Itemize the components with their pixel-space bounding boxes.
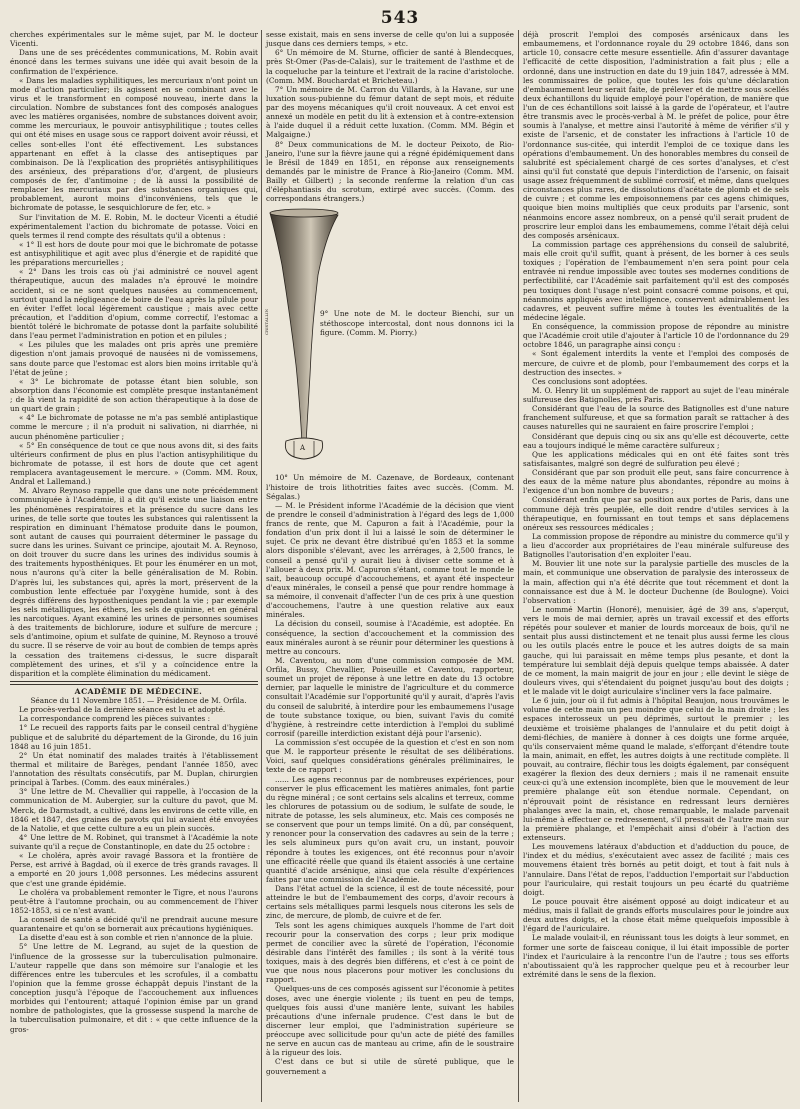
paragraph: Les mouvemens latéraux d'abduction et d'adduction du pouce, de l'index et du médius, s'exécutaient avec assez de facilité ; mais ces mouvemens étaient très bornés au petit doigt, et tout à fait nuls à l'annulaire. Dans l'état de repos, l'adduction l'emportait sur l'abduction pour l'auriculaire, qui restait toujours un peu écarté du quatrième doigt. — [523, 842, 789, 897]
paragraph: Considérant que l'eau de la source des Batignolles est d'une nature franchement sulfureuse, et que sa formation paraît se rattacher à des causes naturelles qui ne sauraient en faire proscrire l'emploi ; — [523, 404, 789, 432]
paragraph: Le procès-verbal de la dernière séance est lu et adopté. — [19, 705, 226, 715]
paragraph: 1° Le recueil des rapports faits par le conseil central d'hygiène publique et de salubrité du département de la Gironde, du 16 juin 1848 au 16 juin 1851. — [10, 723, 258, 751]
paragraph: 7° Un mémoire de M. Carron du Villards, à la Havane, sur une luxation sous-pubienne du fémur datant de sept mois, et réduite par des moyens mécaniques qu'il croit nouveaux. A cet envoi est annexé un modèle en petit du lit à extension et à contre-extension à l'aide duquel il a réduit cette luxation. (Comm. MM. Bégin et Malgaigne.) — [266, 84, 514, 140]
column-middle — [266, 30, 514, 1102]
paragraph: Sur l'invitation de M. E. Robin, M. le docteur Vicenti a étudié expérimentalement l'action du bichromate de potasse. Voici en quels termes il rend compte des résultats qu'il a obtenus : — [10, 212, 258, 240]
paragraph: En conséquence, la commission propose de répondre au ministre que l'Académie croit utile d'ajouter à l'article 10 de l'ordonnance du 29 octobre 1846, un paragraphe ainsi conçu : — [523, 322, 789, 350]
stethoscope-rim — [270, 209, 338, 217]
paragraph: — M. le Président informe l'Académie de la décision que vient de prendre le conseil d'administration à l'égard des legs de 1,000 francs de rente, que M. Capuron a fait à l'Académie, pour la fondation d'un prix dont il lui a laissé le soin de déterminer le sujet. Ce prix ne devant être distribué qu'en 1853 et la somme alors disponible s'élevant, avec les arrérages, à 2,500 francs, le conseil a pensé qu'il y aurait lieu à diviser cette somme et à l'allouer à deux prix. M. Capuron s'étant, comme tout le monde le sait, beaucoup occupé d'accouchemens, et ayant été inspecteur d'eaux minérales, le conseil a pensé que pour rendre hommage à sa mémoire, il convenait d'affecter l'un de ces prix à une question d'accouchemens, l'autre à une question relative aux eaux minérales. — [266, 500, 514, 620]
paragraph: M. O. Henry lit un supplément de rapport au sujet de l'eau minérale sulfureuse des Batignolles, près Paris. — [523, 385, 789, 404]
session-heading: Séance du 11 Novembre 1851. — Présidence de M. Orfila. — [30, 696, 247, 705]
paragraph: 2° Un état nominatif des malades traités à l'établissement thermal et militaire de Barèges, pendant l'année 1850, avec l'annotation des résultats consécutifs, par M. Duplan, chirurgien principal à Tarbes. (Comm. des eaux minérales.) — [10, 750, 258, 788]
paragraph: Considérant enfin que par sa position aux portes de Paris, dans une commune déjà très peuplée, elle doit rendre d'utiles services à la thérapeutique, en fournissant en tout temps et sans déplacemens onéreux ses ressources médicales ; — [523, 495, 789, 532]
section-divider — [10, 681, 258, 685]
paragraph: 3° Une lettre de M. Chevallier qui rappelle, à l'occasion de la communication de M. Aubergier, sur la culture du pavot, que M. Merck, de Darmstadt, a cultivé, dans les environs de cette ville, en 1846 et 1847, des graines de pavots qui lui avaient été envoyées de la Natolie, et que cette culture a eu un plein succès. — [10, 787, 258, 833]
paragraph: C'est dans ce but si utile de sûreté publique, que le gouvernement a — [266, 1057, 514, 1076]
paragraph: La disette d'eau est à son comble et rien n'annonce de la pluie. — [19, 933, 253, 943]
paragraph: Dans une de ses précédentes communications, M. Robin avait énoncé dans les termes suivans une idée qui avait besoin de la confirmation de l'expérience. — [10, 48, 258, 76]
paragraph: « Sont également interdits la vente et l'emploi des composés de mercure, de cuivre et de plomb, pour l'embaumement des corps et la destruction des insectes. » — [523, 349, 789, 377]
paragraph: La correspondance comprend les pièces suivantes : — [19, 714, 211, 724]
paragraph: ...... Les agens reconnus par de nombreuses expériences, pour conserver le plus efficacement les matières animales, font partie du règne minéral ; ce sont certains sels alcalins et terreux, comme les chlorures de potassium ou de sodium, le sulfate de soude, le nitrate de potasse, les sels alumineux, etc. Mais ces composés ne se conservent que pour un temps limité. On a dû, par conséquent, y renoncer pour la conservation des cadavres au sein de la terre ; les sels alumineux purs qu'on avait cru, un instant, pouvoir répondre à toutes les exigences, ont été reconnus pour n'avoir une efficacité réelle que quand ils étaient associés à une certaine quantité d'acide arsénique, ainsi que cela résulte d'expériences faites par une commission de l'Académie. — [266, 774, 514, 884]
paragraph: Le pouce pouvait être aisément opposé au doigt indicateur et au médius, mais il fallait de grands efforts musculaires pour le joindre aux deux autres doigts, et la chose était même quelquefois impossible à l'égard de l'auriculaire. — [523, 896, 789, 934]
paragraph: « 2° Dans les trois cas où j'ai administré ce nouvel agent thérapeutique, aucun des malades n'a éprouvé le moindre accident, si ce ne sont quelques nausées au commencement, surtout quand la négligeance de boire de l'eau après la pilule pour en éviter l'effet local légèrement caustique ; mais avec cette précaution, et l'addition d'opium, comme correctif, l'estomac a bientôt toléré le bichromate de potasse dont la parfaite solubilité dans l'eau permet l'administration en potion et en pilules ; — [10, 267, 258, 341]
paragraph: « Le choléra, après avoir ravagé Bassora et la frontière de Perse, est arrivé à Bagdad, où il exerce de très grands ravages. Il a emporté en 20 jours 1,008 personnes. Les médecins assurent que c'est une grande épidémie. — [10, 851, 258, 888]
column-right — [523, 30, 789, 1102]
paragraph: La conseil de santé a décidé qu'il ne prendrait aucune mesure quarantenaire et qu'on se bornerait aux précautions hygiéniques. — [10, 915, 258, 934]
paragraph: déjà proscrit l'emploi des composés arsénicaux dans les embaumemens, et l'ordonnance royale du 29 octobre 1846, dans son article 10, consacre cette mesure essentielle. Afin d'assurer davantage l'efficacité de cette disposition, l'administration a fait plus ; elle a ordonné, dans une instruction en date du 19 juin 1847, adressée à MM. les commissaires de police, que toutes les fois qu'une déclaration d'embaumement leur serait faite, de prélever et de mettre sous scellés deux échantillons du liquide employé pour l'opération, de manière que l'un de ces échantillons soit laissé à la garde de l'opérateur, et l'autre être transmis avec le procès-verbal à M. le préfet de police, pour être soumis à l'analyse, et mettre ainsi l'autorité à même de vérifier s'il y existe de l'arsenic, et de constater les infractions à l'article 10 de l'ordonnance sus-citée, qui interdit l'emploi de ce toxique dans les opérations d'embaumement. Un des honorables membres du conseil de salubrité est spécialement chargé de ces sortes d'analyses, et c'est ainsi qu'il fut constaté que depuis l'interdiction de l'arsenic, on faisait usage assez fréquemment de sublimé corrosif, et même, dans quelques circonstances plus rares, de dissolutions d'acétate de plomb et de sels de cuivre ; et comme les empoisonnemens par ces agens chimiques, quoique bien moins multipliés que ceux produits par l'arsenic, sont néanmoins encore assez nombreux, on a pensé qu'il serait prudent de proscrire leur emploi dans les embaumemens, comme l'était déjà celui des composés arsénicaux. — [523, 30, 789, 240]
paragraph: La commission partage ces appréhensions du conseil de salubrité, mais elle croit qu'il suffit, quant à présent, de les borner à ces seuls toxiques ; l'opération de l'embaumement n'en sera point pour cela entravée ni rendue impossible avec toutes ses modernes conditions de perfectibilité, car l'Académie sait parfaitement qu'il est des composés peu toxiques dont l'usage n'est point consacré comme poisons, et qui, néanmoins appliqués avec intelligence, conservent admirablement les cadavres, et peuvent suffire même à toutes les éventualités de la médecine légale. — [523, 239, 789, 322]
paragraph: Le choléra va probablement remonter le Tigre, et nous l'aurons peut-être à l'automne prochain, ou au commencement de l'hiver 1852-1853, si ce n'est avant. — [10, 887, 258, 915]
paragraph: 8° Deux communications de M. le docteur Peixoto, de Rio-Janeiro, l'une sur la fièvre jaune qui a régné épidémiquement dans le Brésil de 1849 en 1851, en réponse aux renseignements demandés par le ministre de France à Rio-Janeiro (Comm. MM. Bailly et Gilbert) ; la seconde renferme la relation d'un cas d'éléphantiasis du scrotum, extirpé avec succès. (Comm. des correspondans étrangers.) — [266, 139, 514, 204]
paragraph: La décision du conseil, soumise à l'Académie, est adoptée. En conséquence, la section d'accouchement et la commission des eaux minérales auront à se réunir pour déterminer les questions à mettre au concours. — [266, 619, 514, 656]
paragraph: Considérant que par son produit elle peut, sans faire concurrence à des eaux de la même nature plus abondantes, répondre au moins à l'exigence d'un bon nombre de buveurs ; — [523, 468, 789, 496]
paragraph: Ces conclusions sont adoptées. — [532, 376, 648, 386]
paragraph: sesse existait, mais en sens inverse de celle qu'on lui a supposée jusque dans ces derniers temps, » etc. — [266, 30, 514, 49]
section-title: ACADÉMIE DE MÉDECINE. — [74, 686, 203, 696]
column-rule-right — [518, 30, 519, 1102]
paragraph: « 1° Il est hors de doute pour moi que le bichromate de potasse est antisyphilitique et agit avec plus d'énergie et de rapidité que les préparations mercurielles ; — [10, 239, 258, 268]
paragraph: Le nommé Martin (Honoré), menuisier, âgé de 39 ans, s'aperçut, vers le mois de mai dernier, après un travail excessif et des efforts répétés pour soulever et manier de lourds morceaux de bois, qu'il ne sentait plus aussi distinctement et ne tenait plus aussi ferme les clous ou les outils placés entre le pouce et les autres doigts de sa main gauche, qui lui paraissait en même temps plus pesante, et dont la température lui semblait déjà depuis quelque temps abaissée. A dater de ce moment, la main maigrit de jour en jour ; elle devint le siège de douleurs vives, qui s'étendaient du poignet jusqu'au bout des doigts ; et le malade vit le doigt auriculaire s'incliner vers la face palmaire. — [523, 604, 789, 696]
paragraph: cherches expérimentales sur le même sujet, par M. le docteur Vicenti. — [10, 30, 258, 49]
paragraph: 5° Une lettre de M. Legrand, au sujet de la question de l'influence de la grossesse sur la tuberculisation pulmonaire. L'auteur rappelle que dans son mémoire sur l'analogie et les différences entre les tubercules et les scrofules, il a combattu l'opinion que la femme grosse échappât depuis l'instant de la conception jusqu'à l'époque de l'accouchement aux influences morbides qui l'entourent; attaqué l'opinion émise par un grand nombre de pathologistes, que la grossesse suspend la marche de la tuberculisation pulmonaire, et dit : « que cette influence de la gros- — [10, 942, 258, 1034]
paragraph: Dans l'état actuel de la science, il est de toute nécessité, pour atteindre le but de l'embaumement des corps, d'avoir recours à certains sels métalliques parmi lesquels nous citerons les sels de zinc, de mercure, de plomb, de cuivre et de fer. — [266, 884, 514, 921]
paragraph: Le 6 juin, jour où il fut admis à l'hôpital Beaujon, nous trouvâmes le volume de cette main un peu moindre que celui de la main droite ; les espaces interosseux un peu déprimés, surtout le premier ; les deuxième et troisième phalanges de l'annulaire et du petit doigt à demi-fléchies, de manière à donner à ces doigts une forme arquée, qu'ils conservaient même quand le malade, s'efforçant d'étendre toute la main, animait, en effet, les autres doigts à une rectitude complète. Il pouvait, au contraire, fléchir tous les doigts également, par conséquent exagérer la flexion des deux derniers ; mais il ne ramenait ensuite ceux-ci qu'à une extension incomplète, bien que le mouvement de leur première phalange eût son étendue normale. Cependant, on n'éprouvait point de résistance en redressant leurs dernières phalanges avec la main, et, chose remarquable, le malade parvenait lui-même à effectuer ce redressement, s'il pressait de l'autre main sur la première phalange, et l'empêchait ainsi d'obéir à l'action des extenseurs. — [523, 696, 789, 842]
paragraph: « 3° Le bichromate de potasse étant bien soluble, son absorption dans l'économie est complète presque instantanément ; de là vient la rapidité de son action thérapeutique à la dose de un quart de grain ; — [10, 376, 258, 414]
paragraph: « Les pilules que les malades ont pris après une première digestion n'ont jamais provoqué de nausées ni de vomissemens, sans doute parce que l'estomac est alors bien moins irritable qu'à l'état de jeûne ; — [10, 340, 258, 377]
paragraph: 4° Une lettre de M. Robinet, qui transmet à l'Académie la note suivante qu'il a reçue de Constantinople, en date du 25 octobre : — [10, 832, 258, 851]
column-left — [10, 30, 258, 1102]
paragraph: M. Bouvier lit une note sur la paralysie partielle des muscles de la main, et communique une observation de paralysie des interosseux de la main, affection qui n'a été décrite que tout récemment et dont la connaissance est due à M. le docteur Duchenne (de Boulogne). Voici l'observation : — [523, 559, 789, 605]
column-rule-left — [261, 30, 262, 1102]
paragraph: 6° Un mémoire de M. Sturne, officier de santé à Blendecques, près St-Omer (Pas-de-Calais), sur le traitement de l'asthme et de la coqueluche par la teinture et l'extrait de la racine d'aristoloche. (Comm. MM. Bouchardat et Bricheteau.) — [266, 48, 514, 85]
paragraph: Tels sont les agens chimiques auxquels l'homme de l'art doit recourir pour la conservation des corps ; leur prix modique permet de concilier avec la sûreté de l'opération, l'économie désirable dans l'intérêt des familles ; ils sont à la vérité tous toxiques, mais à des degrés bien différens, et c'est à ce point de vue que nous nous placerons pour motiver les conclusions du rapport. — [266, 920, 514, 985]
paragraph: La commission s'est occupée de la question et c'est en son nom que M. le rapporteur présente le résultat de ses délibérations. Voici, sauf quelques considérations générales préliminaires, le texte de ce rapport : — [266, 738, 514, 775]
paragraph: Le malade voulait-il, en réunissant tous les doigts à leur sommet, en former une sorte de faisceau conique, il lui était impossible de porter l'index et l'auriculaire à la rencontre l'un de l'autre ; tous ses efforts n'aboutissaient qu'à les rapprocher quelque peu et à recourber leur extrémité dans le sens de la flexion. — [523, 933, 789, 979]
figure-side-label: CRISTALLIN — [264, 309, 269, 336]
paragraph: Considérant que depuis cinq ou six ans qu'elle est découverte, cette eau a toujours indiqué le même caractère sulfureux ; — [523, 431, 789, 450]
page-number: 543 — [380, 8, 420, 28]
stethoscope-figure — [266, 205, 514, 469]
paragraph: La commission propose de répondre au ministre du commerce qu'il y a lieu d'accorder aux propriétaires de l'eau minérale sulfureuse des Batignolles l'autorisation d'en exploiter l'eau. — [523, 531, 789, 560]
figure-label-a: A — [300, 444, 306, 453]
stethoscope-illustration — [266, 205, 514, 469]
paragraph: « 5° En conséquence de tout ce que nous avons dit, si des faits ultérieurs confirment de plus en plus l'action antisyphilitique du bichromate de potasse, il est hors de doute que cet agent remplacera avantageusement le mercure. » (Comm. MM. Roux, Andral et Lallemand.) — [10, 440, 258, 487]
paragraph: « Dans les maladies syphilitiques, les mercuriaux n'ont point un mode d'action particulier; ils agissent en se combinant avec le virus et le transforment en composé nouveau, inerte dans la circulation. Nombre de substances font des composés analogues avec les matières organisées, nombre de substances doivent avoir, comme les mercuriaux, le pouvoir antisyphilitique ; toutes celles qui ont été mises en usage sous ce rapport doivent avoir réussi, et celles sont-elles l'ont été effectivement. Les substances appartenant en effet à la classe des antiseptiques par combinaison. De là l'explication des propriétés antisyphilitiques des arsénieux, des préparations d'or, d'argent, de plusieurs composés de fer, d'antimoine ; de là aussi la possibilité de remplacer les mercuriaux par des substances organiques qui, probablement, auront moins d'inconvéniens, tels que le bichromate de potasse, le sesquichlorure de fer, etc. » — [10, 75, 258, 213]
paragraph: 10° Un mémoire de M. Cazenave, de Bordeaux, contenant l'histoire de trois lithotrities faites avec succès. (Comm. M. Ségalas.) — [266, 473, 514, 501]
paragraph: M. Caventou, au nom d'une commission composée de MM. Orfila, Bussy, Chevallier, Poiseuille et Caventou, rapporteur, soumet un projet de réponse à une lettre en date du 13 octobre dernier, par laquelle le ministre de l'agriculture et du commerce consultait l'Académie sur l'opportunité qu'il y aurait, d'après l'avis du conseil de salubrité, à interdire pour les embaumemens l'usage de toute substance toxique, ou bien, suivant l'avis du comité d'hygiène, à restreindre cette interdiction à l'emploi du sublimé corrosif (pareille interdiction existant déjà pour l'arsenic). — [266, 655, 514, 738]
paragraph: Que les applications médicales qui en ont été faites sont très satisfaisantes, malgré son degré de sulfuration peu élevé ; — [523, 449, 789, 468]
paragraph: M. Alvaro Reynoso rappelle que dans une note précédemment communiquée à l'Académie, il a dit qu'il existe une liaison entre les phénomènes respiratoires et la présence du sucre dans les urines, de telle sorte que toutes les substances qui ralentissent la respiration en diminuant l'hématose produite dans le poumon, sont autant de causes qui pourraient déterminer le passage du sucre dans les urines. Suivant ce principe, ajoutait M. A. Reynoso, on doit trouver du sucre dans les urines des individus soumis à des traitements hyposthéniques. Et pour les énumérer en un mot, nous n'aurons qu'à citer la belle généralisation de M. Robin. D'après lui, les substances qui, après la mort, préservent de la combustion lente effectuée par l'oxygène humide, sont à des degrés différens des hypostheniques pendant la vie ; par exemple les sels métalliques, les éthers, les sels de quinine, et en général les narcotiques. Ayant examiné les urines de personnes soumises à des traitements de bichlorure, iodure et sulfure de mercure ; sels d'antimoine, opium et sulfate de quinine, M. Reynoso a trouvé du sucre. Il se réserve de voir au bout de combien de temps après la cessation des traitemens ci-dessus, le sucre disparaît complètement des urines, et s'il y a coïncidence entre la disparition et la complète élimination du médicament. — [10, 486, 258, 678]
figure-caption: 9° Une note de M. le docteur Bienchi, sur un stéthoscope intercostal, dont nous donnons ici la figure. (Comm. M. Piorry.) — [320, 309, 514, 337]
paragraph: « 4° Le bichromate de potasse ne m'a pas semblé antiplastique comme le mercure ; il n'a produit ni salivation, ni diarrhée, ni aucun phénomène particulier ; — [10, 413, 258, 441]
paragraph: Quelques-uns de ces composés agissent sur l'économie à petites doses, avec une énergie violente ; ils tuent en peu de temps, quelques fois aussi d'une manière lente, suivant les habiles précautions d'une infernale prudence. C'est dans le but de discerner leur emploi, que l'administration supérieure se préoccupe avec sollicitude pour qu'un acte de piété des familles ne serve en aucun cas de manteau au crime, afin de le soustraire à la rigueur des lois. — [266, 984, 514, 1058]
